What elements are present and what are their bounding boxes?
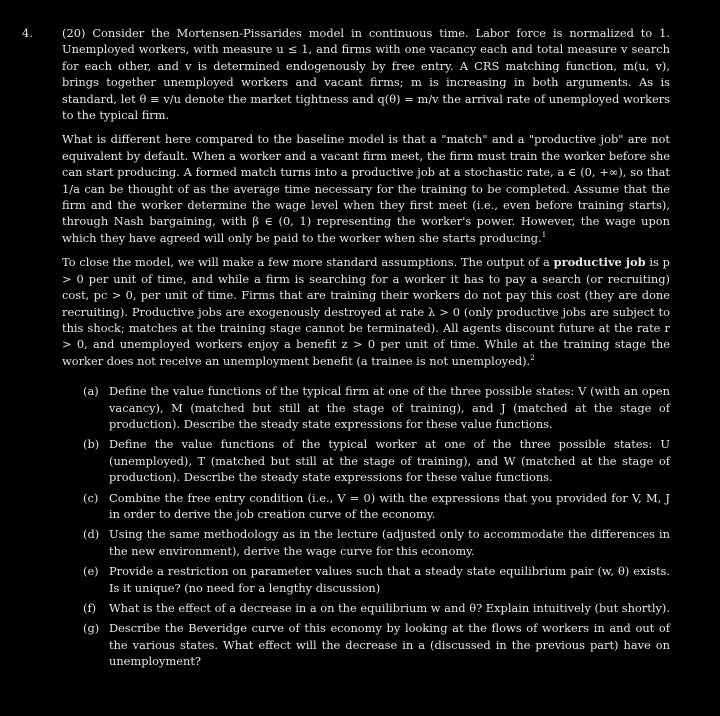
part-label: (g) <box>83 621 100 636</box>
part-label: (f) <box>83 601 97 615</box>
part-text: Combine the free entry condition (i.e., V = 0) with the expressions that you provided for V, M, J in order to derive the job creation curve of the economy. <box>109 490 670 521</box>
assumptions-text-pre: To close the model, we will make a few more standard assumptions. The output of a <box>62 255 554 270</box>
part-text: Define the value functions of the typical worker at one of the three possible states: U (unemployed), T (matched but still at the stage of training), and W (matched at the stage of production). Describe the steady state expressions for these value functions. <box>109 437 670 485</box>
part-label: (a) <box>83 384 99 399</box>
training-paragraph <box>62 131 670 246</box>
part-text: Provide a restriction on parameter values such that a steady state equilibrium pair (w, θ) exists. Is it unique? (no need for a lengthy discussion) <box>109 564 670 595</box>
part-b <box>83 436 670 485</box>
part-e <box>83 563 670 596</box>
part-label: (d) <box>83 527 100 542</box>
part-label: (c) <box>83 490 99 505</box>
question-number: 4. <box>22 26 33 40</box>
question-points: (20) <box>62 26 86 40</box>
part-f <box>83 600 670 616</box>
document-page <box>22 25 671 674</box>
part-a <box>83 383 670 432</box>
part-label: (e) <box>83 564 99 579</box>
productive-job-term: productive job <box>553 255 646 270</box>
footnote-marker-2: 2 <box>530 353 535 362</box>
part-c <box>83 490 670 523</box>
question-intro: Consider the Mortensen-Pissarides model in continuous time. Labor force is normalized to 1. Unemployed workers, with measure u ≤ 1, and firms with one vacancy each and total measure v search for each other, and v is determined endogenously by free entry. A CRS matching function, m(u, v), brings together unemployed workers and vacant firms; m is increasing in both arguments. As is standard, let θ ≡ v/u denote the market tightness and q(θ) = m/v the arrival rate of unemployed workers to the typical firm. <box>62 26 671 123</box>
part-text: Define the value functions of the typical firm at one of the three possible states: V (with an open vacancy), M (matched but still at the stage of training), and J (matched at the stage of production). Describe the steady state expressions for these value functions. <box>109 384 670 431</box>
part-g <box>83 620 670 669</box>
part-d <box>83 526 670 559</box>
question-parts-list <box>62 383 670 670</box>
footnote-marker-1: 1 <box>541 231 547 240</box>
intro-paragraph <box>22 25 671 123</box>
part-text: Describe the Beveridge curve of this economy by looking at the flows of workers in and out of the various states. What effect will the decrease in a (discussed in the previous part) have on unemployment? <box>109 621 670 669</box>
training-text: What is different here compared to the baseline model is that a "match" and a "productive job" are not equivalent by default. When a worker and a vacant firm meet, the firm must train the worker before she can start producing. A formed match turns into a productive job at a stochastic rate, a ∈ (0, +∞), so that 1/a can be thought of as the average time necessary for the training to be completed. Assume that the firm and the worker determine the wage level when they first meet (i.e., even before training starts), through Nash bargaining, with β ∈ (0, 1) representing the worker's power. However, the wage upon which they have agreed will only be paid to the worker when she starts producing. <box>62 132 670 245</box>
part-text: Using the same methodology as in the lecture (adjusted only to accommodate the differences in the new environment), derive the wage curve for this economy. <box>109 527 670 558</box>
assumptions-paragraph <box>62 254 670 369</box>
part-label: (b) <box>83 437 100 452</box>
assumptions-text-post: is p > 0 per unit of time, and while a firm is searching for a worker it has to pay a search (or recruiting) cost, pc > 0, per unit of time. Firms that are training their workers do not pay this cost (they are done recruiting). Productive jobs are exogenously destroyed at rate λ > 0 (only productive jobs are subject to this shock; matches at the training stage cannot be terminated). All agents discount future at the rate r > 0, and unemployed workers enjoy a benefit z > 0 per unit of time. While at the training stage the worker does not receive an unemployment benefit (a trainee is not unemployed). <box>62 255 670 368</box>
part-text: What is the effect of a decrease in a on the equilibrium w and θ? Explain intuitively (but shortly). <box>109 601 670 615</box>
